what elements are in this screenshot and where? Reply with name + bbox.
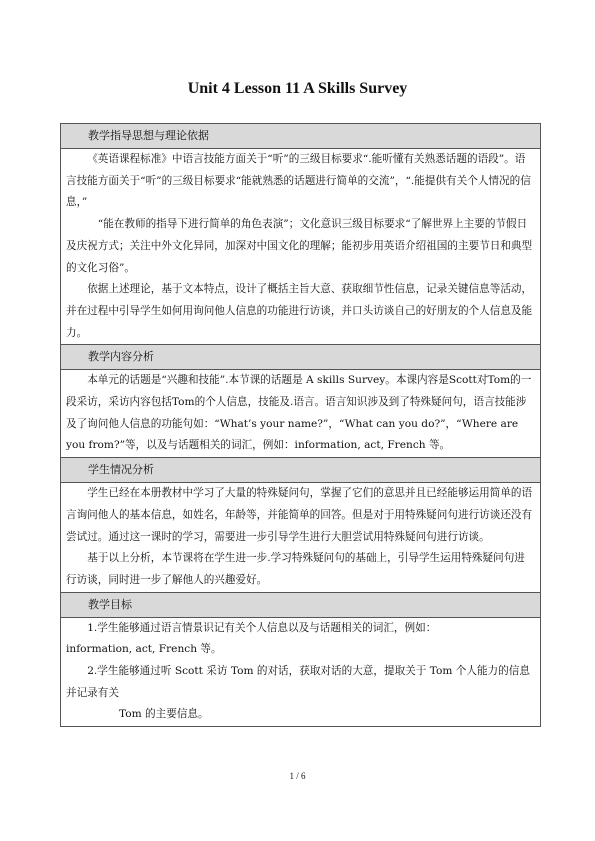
section-heading-content-analysis: 教学内容分析 [61, 345, 541, 370]
section-body-row [61, 617, 541, 727]
lesson-plan-table [60, 123, 541, 727]
section-heading-student-analysis: 学生情况分析 [61, 458, 541, 483]
section-header-row [61, 592, 541, 617]
section-body-row [61, 149, 541, 345]
section-heading-guiding-theory: 教学指导思想与理论依据 [61, 124, 541, 149]
paragraph: 学生已经在本册教材中学习了大量的特殊疑问句，掌握了它们的意思并且已经能够运用简单的语言询问他人的基本信息，如姓名，年龄等，并能简单的回答。但是对于用特殊疑问句进行访谈还没有尝试过。通过这一课时的学习，需要进一步引导学生进行大胆尝试用特殊疑问句进行访谈。 [66, 487, 533, 543]
section-body-row [61, 483, 541, 593]
section-heading-teaching-goals: 教学目标 [61, 592, 541, 617]
paragraph: 1.学生能够通过语言情景识记有关个人信息以及与话题相关的词汇，例如： [87, 621, 437, 634]
paragraph: 2.学生能够通过听 Scott 采访 Tom 的对话，获取对话的大意，提取关于 Tom 个人能力的信息并记录有关 [66, 665, 530, 699]
section-body-row [61, 370, 541, 458]
page-number: 1 / 6 [289, 771, 306, 781]
paragraph: 依据上述理论，基于文本特点，设计了概括主旨大意、获取细节性信息，记录关键信息等活动，并在过程中引导学生如何用询问他人信息的功能进行访谈，并口头访谈自己的好朋友的个人信息及能力。 [66, 283, 533, 339]
section-body-content-analysis [61, 370, 541, 458]
section-header-row [61, 345, 541, 370]
section-body-teaching-goals [61, 617, 541, 727]
section-body-student-analysis [61, 483, 541, 593]
section-header-row [61, 458, 541, 483]
paragraph: information, act, French 等。 [66, 643, 222, 656]
section-header-row [61, 124, 541, 149]
document-title: Unit 4 Lesson 11 A Skills Survey [187, 80, 408, 97]
paragraph: 《英语课程标准》中语言技能方面关于“听”的三级目标要求“.能听懂有关熟悉话题的语段”。语言技能方面关于“听”的三级目标要求“能就熟悉的话题进行简单的交流”，“.能提供有关个人情况的信息，” [66, 153, 531, 209]
paragraph: 本单元的话题是“兴趣和技能”.本节课的话题是 A skills Survey。本课内容是Scott对Tom的一段采访，采访内容包括Tom的个人信息，技能及.语言。语言知识涉及到了特殊疑问句，语言技能涉及了询问他人信息的功能句如：“What’s your name?”，“What can you do?”，“Where are you from?”等，以及与话题相关的词汇，例如：information, act, French 等。 [66, 374, 532, 452]
paragraph: 基于以上分析，本节课将在学生进一步.学习特殊疑问句的基础上，引导学生运用特殊疑问句进行访谈，同时进一步了解他人的兴趣爱好。 [66, 552, 525, 586]
section-body-guiding-theory [61, 149, 541, 345]
paragraph: Tom 的主要信息。 [119, 708, 209, 721]
paragraph: “能在教师的指导下进行简单的角色表演”；文化意识三级目标要求“了解世界上主要的节假日及庆祝方式；关注中外文化异同，加深对中国文化的理解；能初步用英语介绍祖国的主要节日和典型的文化习俗”。 [66, 218, 533, 274]
